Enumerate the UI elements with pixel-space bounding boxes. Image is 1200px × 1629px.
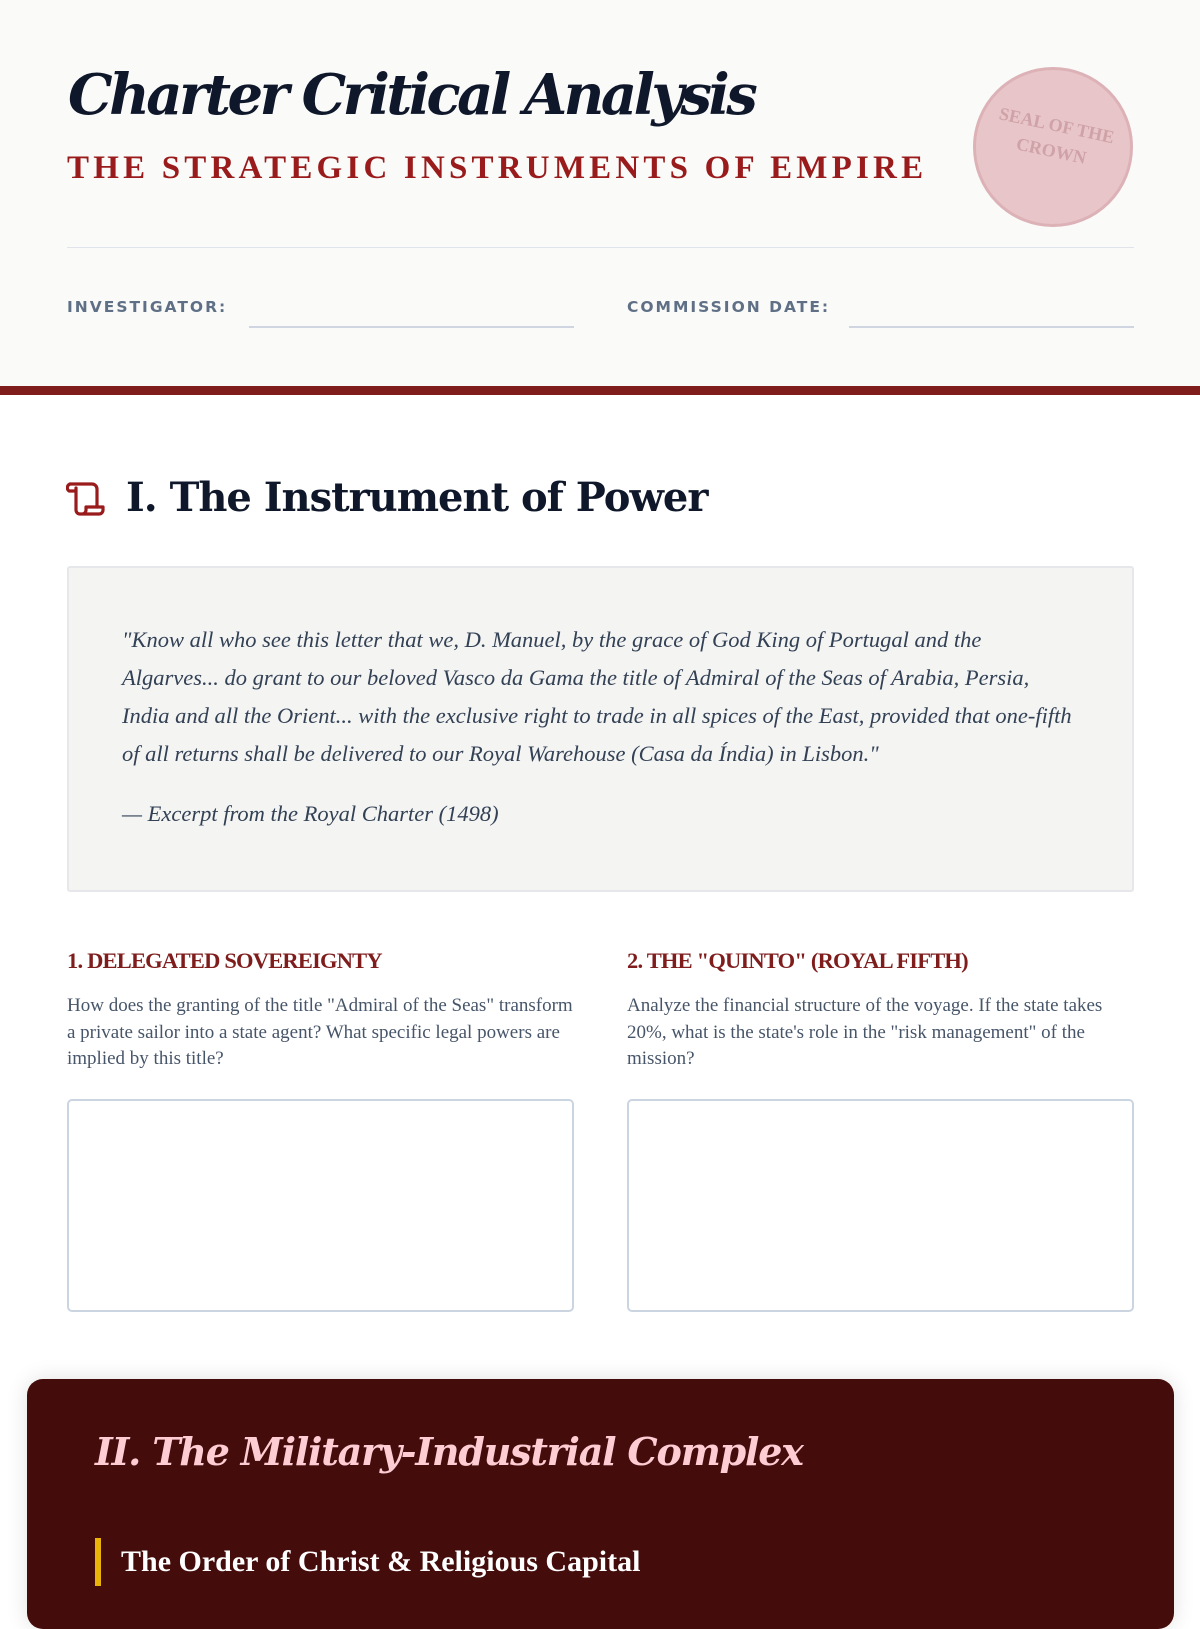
header-divider (67, 247, 1134, 248)
question-1-prompt: How does the granting of the title "Admiral of the Seas" transform a private sailor into a state agent? What specific legal powers are implied by this title? (67, 995, 573, 1069)
section-military-industrial-complex (27, 1379, 1174, 1629)
question-2-title: 2. THE "QUINTO" (ROYAL FIFTH) (627, 948, 968, 973)
subsection-title: The Order of Christ & Religious Capital (121, 1545, 641, 1578)
charter-citation: — Excerpt from the Royal Charter (1498) (122, 801, 499, 826)
question-2-answer-box[interactable] (627, 1099, 1134, 1312)
document-title: Charter Critical Analysis (68, 62, 755, 128)
investigator-field[interactable] (249, 326, 574, 328)
worksheet-header (0, 0, 1200, 395)
question-1-title: 1. DELEGATED SOVEREIGNTY (67, 948, 382, 973)
subsection-heading (95, 1538, 640, 1586)
section-2-title: II. The Military-Industrial Complex (95, 1429, 803, 1474)
charter-excerpt (67, 566, 1134, 892)
scroll-icon (66, 480, 106, 520)
charter-quote-text: "Know all who see this letter that we, D. Manuel, by the grace of God King of Portugal and the Algarves... do grant to our beloved Vasco da Gama the title of Admiral of the Seas of Arabia, Persia, India and all the Orient... with the exclusive right to trade in all spices of the East, provided that one-fifth of all returns shall be delivered to our Royal Warehouse (Casa da Índia) in Lisbon." (122, 627, 1072, 766)
commission-date-label: COMMISSION DATE: (627, 298, 831, 316)
question-2-prompt: Analyze the financial structure of the voyage. If the state takes 20%, what is the state's role in the "risk management" of the mission? (627, 995, 1103, 1069)
question-1-answer-box[interactable] (67, 1099, 574, 1312)
seal-text: SEAL OF THE CROWN (997, 103, 1117, 168)
crown-seal-stamp (973, 67, 1133, 227)
section-title: I. The Instrument of Power (126, 474, 708, 521)
investigator-label: INVESTIGATOR: (67, 298, 228, 316)
commission-date-field[interactable] (849, 326, 1134, 328)
document-subtitle: THE STRATEGIC INSTRUMENTS OF EMPIRE (67, 150, 928, 186)
